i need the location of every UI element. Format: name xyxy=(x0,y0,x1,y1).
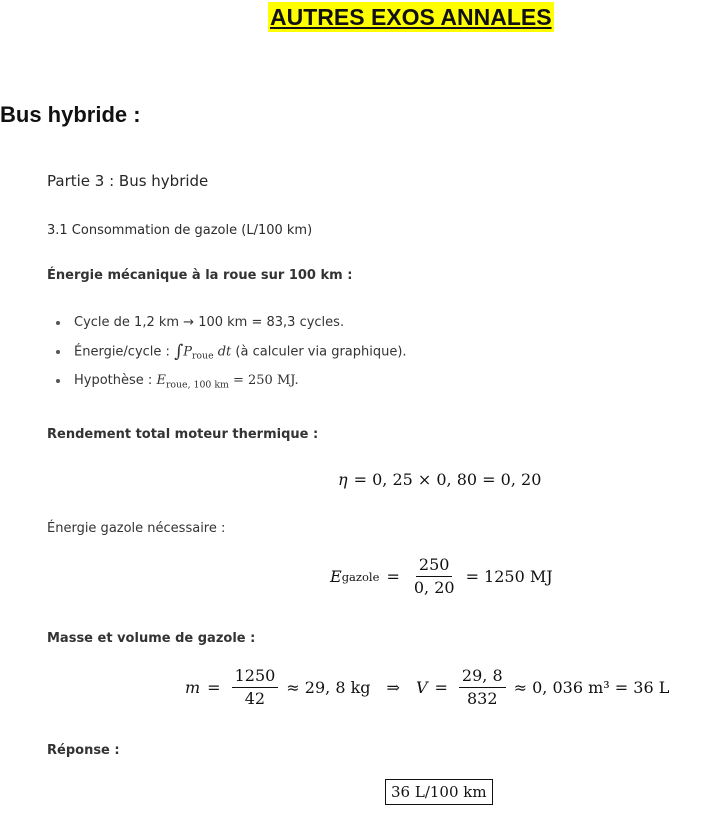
energy-symbol: E xyxy=(330,567,342,586)
answer-box: 36 L/100 km xyxy=(385,779,493,805)
bullet-cycle-text: Cycle de 1,2 km → 100 km = 83,3 cycles. xyxy=(74,315,345,330)
mass-approx: ≈ 29, 8 kg xyxy=(286,678,371,697)
eta-symbol: η xyxy=(338,470,348,489)
section-title: Bus hybride : xyxy=(0,102,141,127)
power-symbol: P xyxy=(183,344,192,360)
efficiency-equation xyxy=(338,470,541,489)
fraction-denominator: 832 xyxy=(466,689,498,708)
equals-sign: = xyxy=(386,567,400,586)
power-subscript: roue xyxy=(191,350,214,362)
implies-arrow: ⇒ xyxy=(386,678,400,697)
fraction-denominator: 42 xyxy=(244,689,266,708)
energy-symbol: E xyxy=(156,373,166,388)
list-item xyxy=(47,342,407,371)
mass-volume-equation xyxy=(185,666,669,709)
list-item xyxy=(47,371,407,400)
energy-subscript: roue, 100 km xyxy=(165,379,229,391)
bullet-hypothesis-label: Hypothèse : xyxy=(74,373,153,388)
list-item xyxy=(47,313,407,342)
volume-symbol: V xyxy=(415,678,428,697)
equals-sign: = xyxy=(434,678,448,697)
integral-symbol: ∫ xyxy=(174,342,184,362)
mass-symbol: m xyxy=(185,678,201,697)
gazole-energy-equation xyxy=(330,555,553,598)
efficiency-label: Rendement total moteur thermique : xyxy=(47,427,319,442)
fraction-denominator: 0, 20 xyxy=(413,578,455,597)
gazole-energy-label: Énergie gazole nécessaire : xyxy=(47,521,226,536)
hypothesis-list xyxy=(47,313,407,400)
fraction-numerator: 29, 8 xyxy=(459,666,506,688)
gazole-subscript: gazole xyxy=(341,569,380,584)
mass-volume-label: Masse et volume de gazole : xyxy=(47,631,256,646)
fraction-numerator: 1250 xyxy=(232,666,279,688)
mass-fraction xyxy=(232,666,279,709)
part-heading: Partie 3 : Bus hybride xyxy=(47,172,209,190)
volume-fraction xyxy=(459,666,506,709)
fraction-numerator: 250 xyxy=(416,555,453,577)
gazole-rhs: = 1250 MJ xyxy=(465,567,553,586)
bullet-energy-label: Énergie/cycle : xyxy=(74,344,170,360)
gazole-fraction xyxy=(411,555,458,598)
hypothesis-value: = 250 MJ. xyxy=(232,373,299,388)
efficiency-rhs: = 0, 25 × 0, 80 = 0, 20 xyxy=(353,470,542,489)
answer-label: Réponse : xyxy=(47,743,120,758)
page-title: AUTRES EXOS ANNALES xyxy=(270,4,552,30)
volume-rhs: ≈ 0, 036 m³ = 36 L xyxy=(513,678,670,697)
sub-heading: 3.1 Consommation de gazole (L/100 km) xyxy=(47,223,313,238)
bullet-energy-note: (à calculer via graphique). xyxy=(235,344,407,360)
equals-sign: = xyxy=(207,678,221,697)
energy-intro: Énergie mécanique à la roue sur 100 km : xyxy=(47,268,353,283)
dt-symbol: dt xyxy=(217,344,232,360)
